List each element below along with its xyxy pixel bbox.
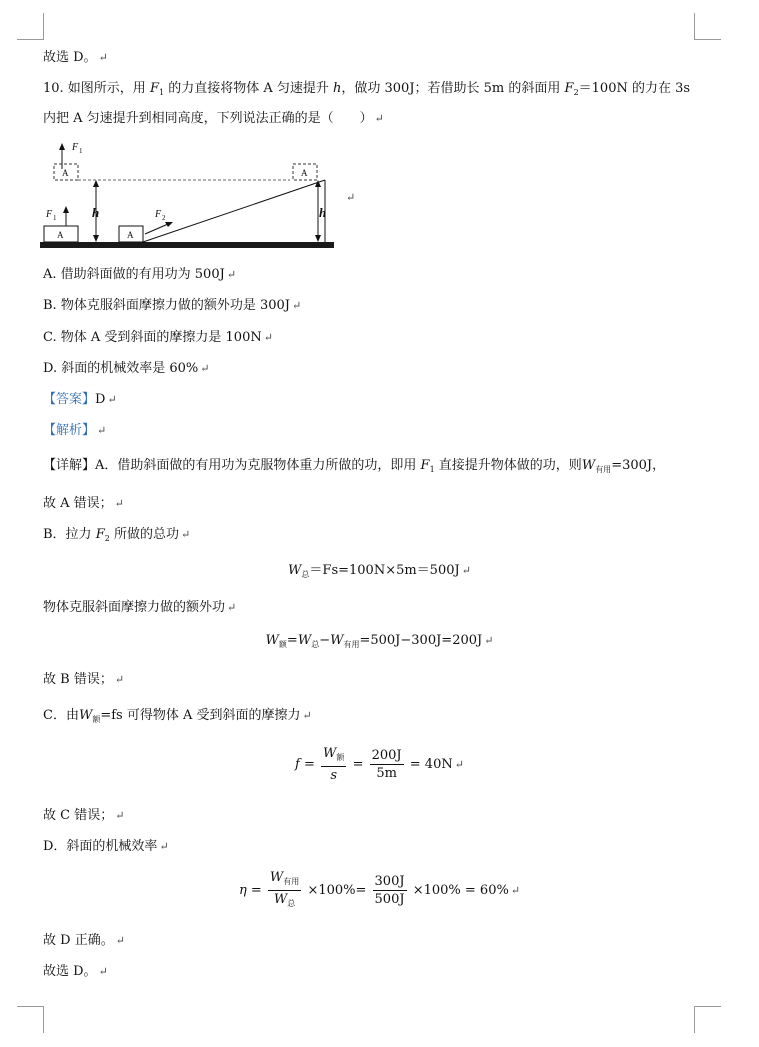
detail-tag: 【详解】 <box>43 458 96 473</box>
text-final-choose-d: 故选 D。 ↵ <box>43 964 108 979</box>
diagram-para-mark: ↵ <box>346 191 356 204</box>
label-f2-sub: 2 <box>162 214 166 222</box>
answer-line: 【答案】D ↵ <box>43 392 117 407</box>
text-line-choose-d: 故选 D。 ↵ <box>43 50 108 65</box>
incline-diagram <box>40 138 340 250</box>
label-f1-bottom: F <box>46 209 53 220</box>
equation-total-work: $W_总=Fs=100N\times 5m=500J$ ↵ <box>288 563 471 579</box>
crop-mark-bottom-left <box>17 1006 44 1033</box>
fraction-200j-over-5m: $\frac{200J}{5m}$ <box>371 748 402 781</box>
equation-extra-work: $W_额=W_总-W_{有用}=500J-300J=200J$ ↵ <box>265 633 494 649</box>
arrow-f1-bottom-head <box>63 206 69 213</box>
label-f1-top-sub: 1 <box>79 147 83 155</box>
ground-bar <box>40 242 334 248</box>
text-d-right: 故 D 正确。 ↵ <box>43 933 125 948</box>
arrow-f1-top-head <box>59 143 65 150</box>
label-h-left: h <box>92 205 100 220</box>
analysis-heading: 【解析】 ↵ <box>43 423 107 438</box>
text-c-friction: C．由$W_额=fs$ 可得物体 A 受到斜面的摩擦力 ↵ <box>43 708 312 724</box>
detail-line-a: 【详解】A．借助斜面做的有用功为克服物体重力所做的功，即用 $F_1$ 直接提升物体做的功，则$W_{有用}=300J$， <box>43 458 666 474</box>
option-c: C. 物体 A 受到斜面的摩擦力是 100N ↵ <box>43 330 273 345</box>
text-b-wrong: 故 B 错误； ↵ <box>43 672 125 687</box>
fraction-300j-over-500j: $\frac{300J}{500J}$ <box>374 874 405 907</box>
text-extra-work: 物体克服斜面摩擦力做的额外功 ↵ <box>43 600 237 615</box>
label-f1-bottom-sub: 1 <box>53 214 57 222</box>
label-f1-top: F <box>72 142 79 153</box>
crop-mark-top-right <box>694 13 721 40</box>
text-d-efficiency: D．斜面的机械效率 ↵ <box>43 839 169 854</box>
question-10-line-2: 内把 A 匀速提升到相同高度，下列说法正确的是（ ） ↵ <box>43 111 384 126</box>
option-d: D. 斜面的机械效率是 60% ↵ <box>43 361 210 376</box>
arrow-f2 <box>145 224 168 234</box>
incline-slope <box>143 180 325 242</box>
label-a-incline: A <box>127 230 134 240</box>
question-10-line-1: 10. 如图所示，用 $F_1$ 的力直接将物体 A 匀速提升 h，做功 300J；若借助长 5m 的斜面用 $F_2=100N$ 的力在 3s <box>43 81 691 97</box>
text-b-total-work: B．拉力 $F_2$ 所做的总功 ↵ <box>43 527 191 543</box>
analysis-tag: 【解析】 <box>43 423 96 438</box>
equation-efficiency: η = $\frac{W_{有用}}{W_总}$ ×100%= $\frac{300J}{500J}$ ×100% = 60% ↵ <box>0 870 759 911</box>
answer-tag: 【答案】 <box>43 392 96 407</box>
text-a-wrong: 故 A 错误； ↵ <box>43 496 124 511</box>
label-a-dashed-right: A <box>301 168 308 178</box>
option-b: B. 物体克服斜面摩擦力做的额外功是 300J ↵ <box>43 298 302 313</box>
label-h-right: h <box>319 205 327 220</box>
label-a-dashed-left: A <box>62 168 69 178</box>
fraction-useful-over-total: $\frac{W_{有用}}{W_总}$ <box>269 870 300 908</box>
text-c-wrong: 故 C 错误； ↵ <box>43 808 125 823</box>
label-f2: F <box>155 209 162 220</box>
crop-mark-bottom-right <box>694 1006 721 1033</box>
option-a: A. 借助斜面做的有用功为 500J ↵ <box>43 267 237 282</box>
fraction-w-over-s: $\frac{W_额}{s}$ <box>323 746 345 783</box>
crop-mark-top-left <box>17 13 44 40</box>
label-a-ground: A <box>57 230 64 240</box>
equation-friction: f = $\frac{W_额}{s}$ = $\frac{200J}{5m}$ = 40N ↵ <box>295 746 464 783</box>
